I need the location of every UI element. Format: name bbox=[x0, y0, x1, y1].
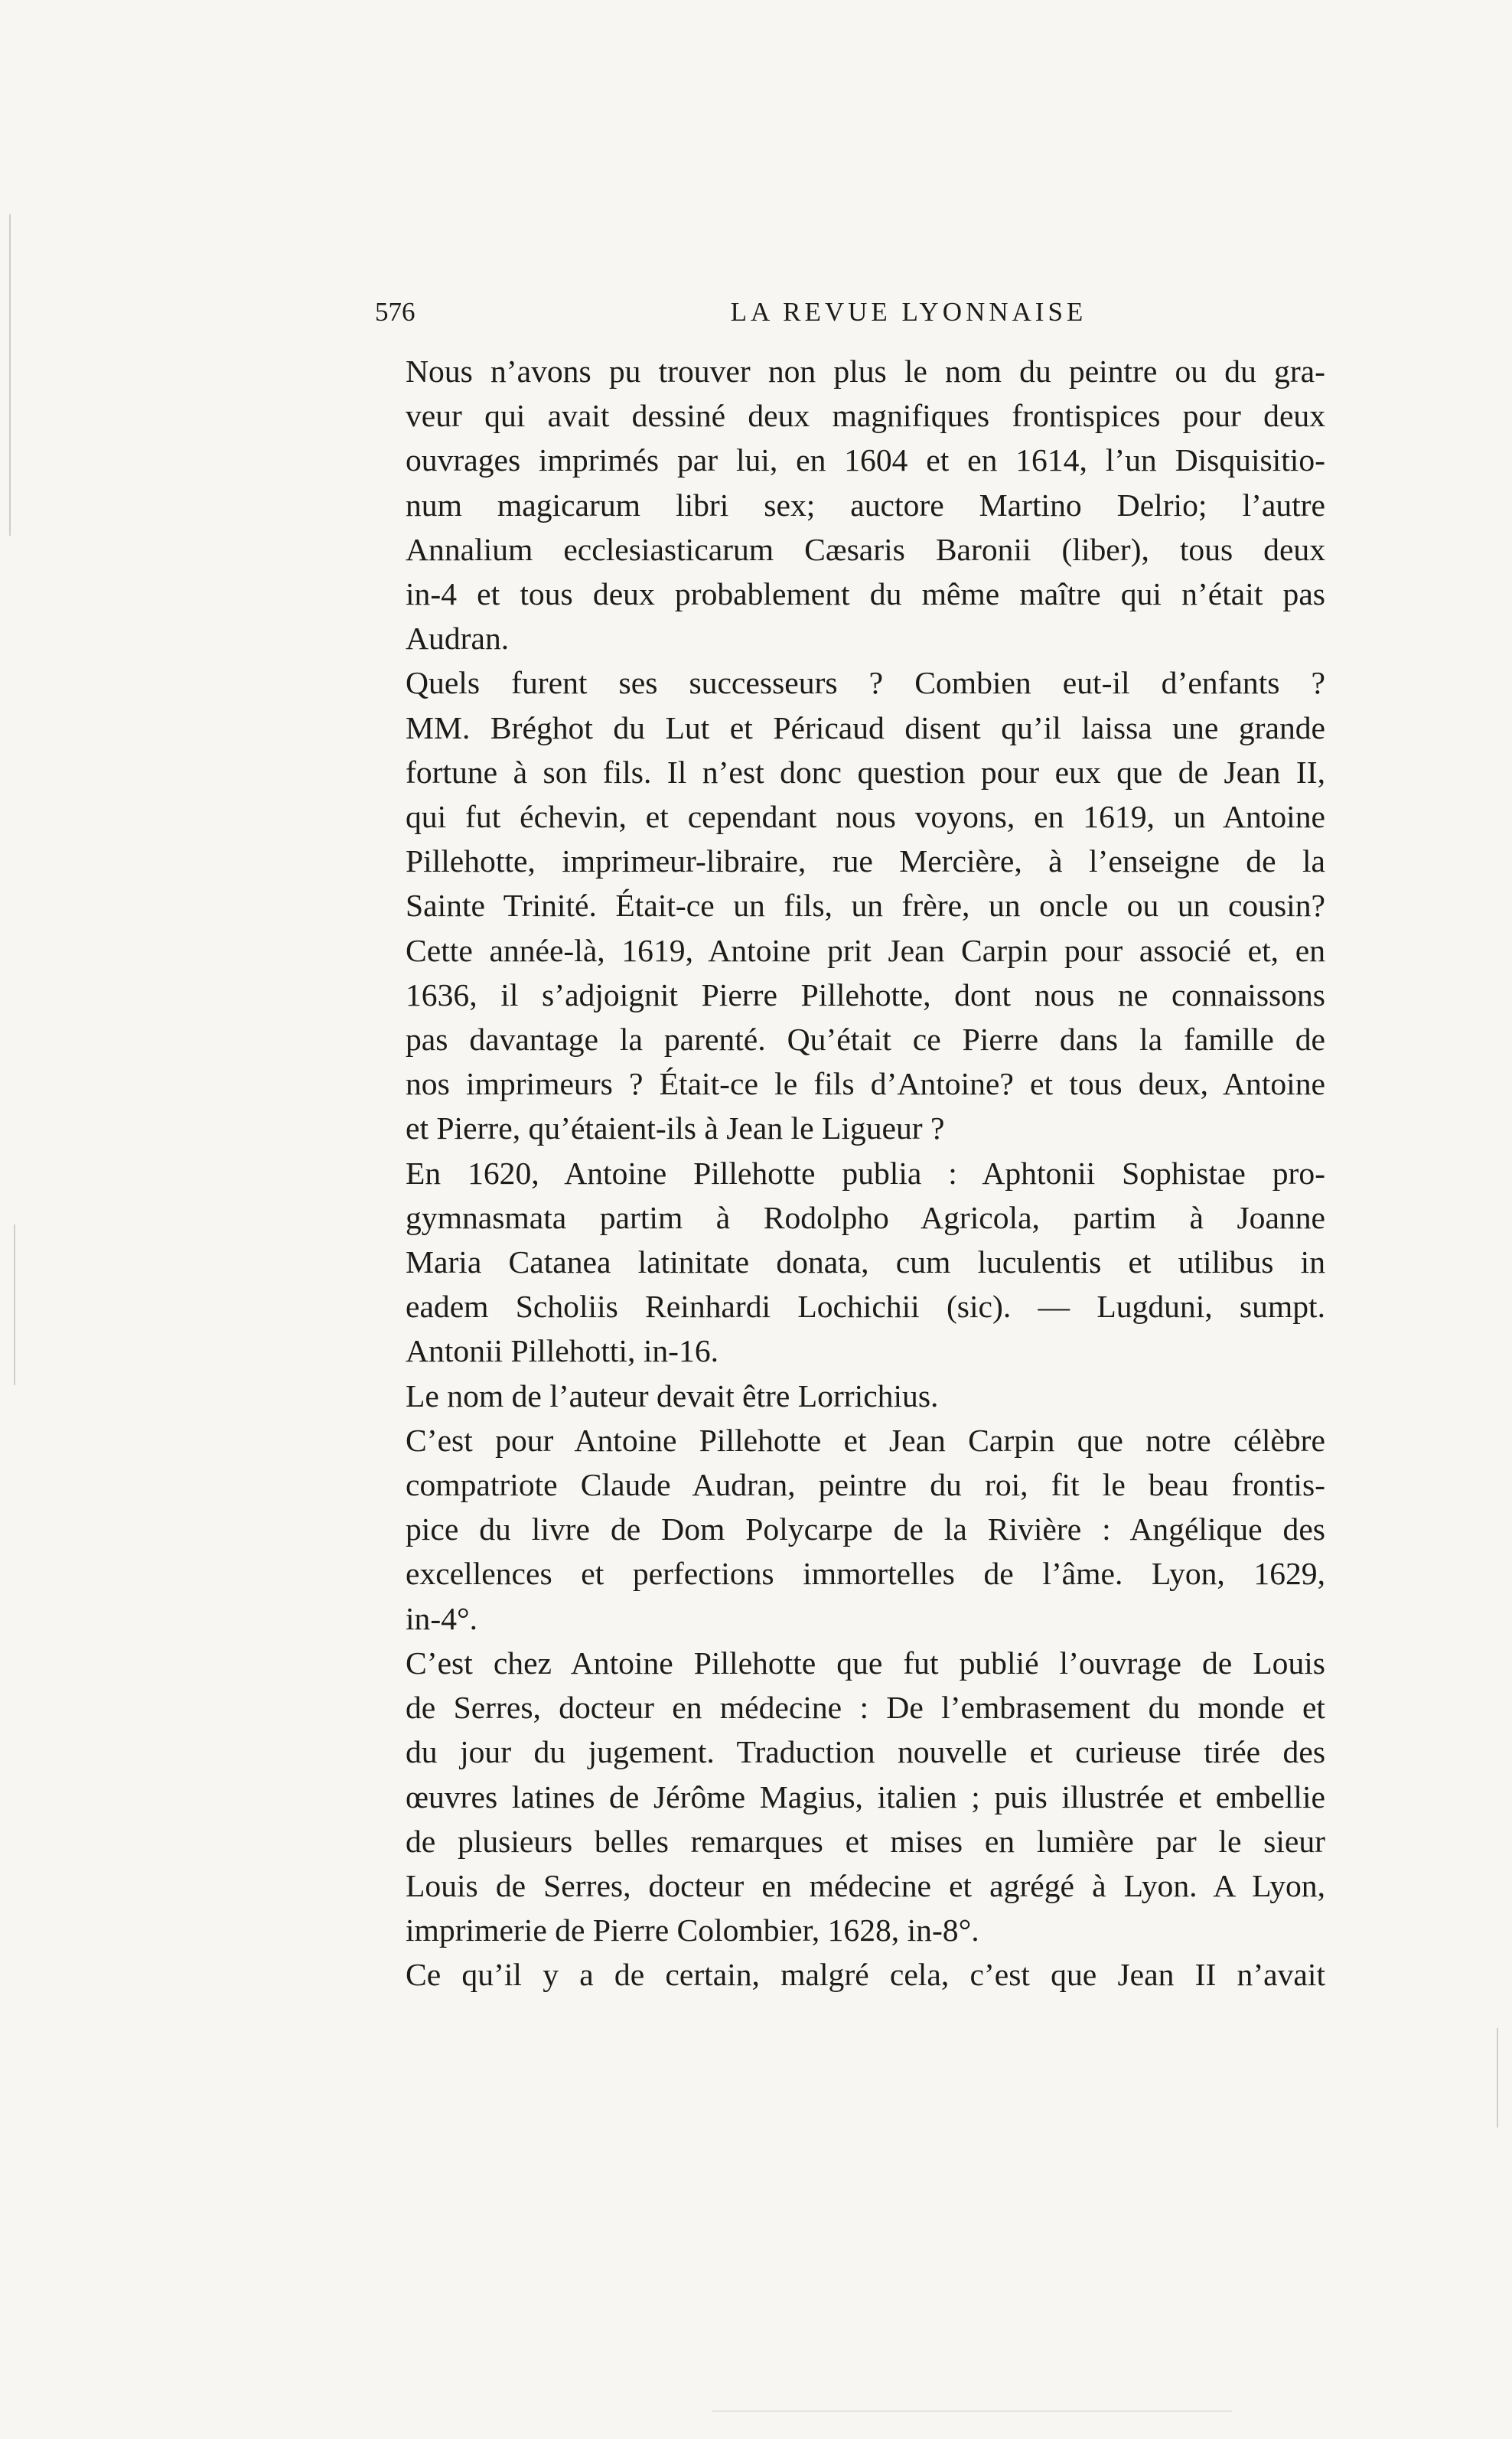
text-line: Annalium ecclesiasticarum Cæsaris Baronii (liber), tous deux bbox=[406, 531, 1325, 567]
paragraph-4 bbox=[376, 1374, 1325, 1418]
text-line: Louis de Serres, docteur en médecine et agrégé à Lyon. A Lyon, bbox=[406, 1867, 1325, 1903]
text-line: num magicarum libri sex; auctore Martino Delrio; l’autre bbox=[406, 487, 1325, 523]
text-line: pice du livre de Dom Polycarpe de la Rivière : Angélique des bbox=[406, 1511, 1325, 1547]
text-line: pas davantage la parenté. Qu’était ce Pierre dans la famille de bbox=[406, 1022, 1325, 1058]
page-header bbox=[375, 297, 1328, 343]
paragraph-2 bbox=[376, 660, 1325, 1150]
text-line: in-4 et tous deux probablement du même maître qui n’était pas bbox=[406, 576, 1325, 612]
text-line: Sainte Trinité. Était-ce un fils, un frère, un oncle ou un cousin? bbox=[406, 888, 1325, 924]
left-scan-edge-mark bbox=[9, 214, 11, 536]
text-line: eadem Scholiis Reinhardi Lochichii (sic). — Lugduni, sumpt. bbox=[406, 1289, 1325, 1325]
text-line: nos imprimeurs ? Était-ce le fils d’Antoine? et tous deux, Antoine bbox=[406, 1066, 1325, 1102]
text-line: compatriote Claude Audran, peintre du roi, fit le beau frontis- bbox=[406, 1467, 1325, 1503]
text-line: du jour du jugement. Traduction nouvelle et curieuse tirée des bbox=[406, 1734, 1325, 1770]
paragraph-3 bbox=[376, 1151, 1325, 1374]
text-line: Pillehotte, imprimeur-libraire, rue Mercière, à l’enseigne de la bbox=[406, 843, 1325, 879]
text-line: C’est pour Antoine Pillehotte et Jean Carpin que notre célèbre bbox=[406, 1422, 1325, 1458]
left-scan-edge-mark-lower bbox=[14, 1224, 15, 1385]
text-line: fortune à son fils. Il n’est donc question pour eux que de Jean II, bbox=[406, 754, 1325, 790]
text-line: œuvres latines de Jérôme Magius, italien ; puis illustrée et embellie bbox=[406, 1779, 1325, 1815]
text-line: En 1620, Antoine Pillehotte publia : Aphtonii Sophistae pro- bbox=[406, 1155, 1325, 1191]
text-line: Ce qu’il y a de certain, malgré cela, c’est que Jean II n’avait bbox=[406, 1957, 1325, 1993]
body-text bbox=[376, 349, 1325, 1997]
text-line: Quels furent ses successeurs ? Combien eut-il d’enfants ? bbox=[406, 665, 1325, 701]
paragraph-5 bbox=[376, 1418, 1325, 1641]
text-line: excellences et perfections immortelles de l’âme. Lyon, 1629, bbox=[406, 1556, 1325, 1592]
page-number: 576 bbox=[375, 297, 415, 327]
text-line: et Pierre, qu’étaient-ils à Jean le Ligueur ? bbox=[406, 1110, 945, 1146]
paragraph-1 bbox=[376, 349, 1325, 660]
text-line: MM. Bréghot du Lut et Péricaud disent qu’il laissa une grande bbox=[406, 709, 1325, 745]
text-line: gymnasmata partim à Rodolpho Agricola, partim à Joanne bbox=[406, 1199, 1325, 1235]
text-line: veur qui avait dessiné deux magnifiques frontispices pour deux bbox=[406, 398, 1325, 434]
text-line: ouvrages imprimés par lui, en 1604 et en 1614, l’un Disquisitio- bbox=[406, 442, 1325, 478]
text-line: Cette année-là, 1619, Antoine prit Jean Carpin pour associé et, en bbox=[406, 932, 1325, 968]
text-line: de plusieurs belles remarques et mises en lumière par le sieur bbox=[406, 1823, 1325, 1859]
paragraph-7 bbox=[376, 1952, 1325, 1997]
text-line: C’est chez Antoine Pillehotte que fut publié l’ouvrage de Louis bbox=[406, 1645, 1325, 1681]
text-line: qui fut échevin, et cependant nous voyons, en 1619, un Antoine bbox=[406, 799, 1325, 835]
text-line: Audran. bbox=[406, 621, 510, 657]
text-line: in-4°. bbox=[406, 1600, 478, 1636]
text-line: de Serres, docteur en médecine : De l’embrasement du monde et bbox=[406, 1690, 1325, 1726]
running-title: LA REVUE LYONNAISE bbox=[730, 297, 1087, 327]
paragraph-6 bbox=[376, 1641, 1325, 1952]
text-line: Antonii Pillehotti, in-16. bbox=[406, 1333, 719, 1369]
text-line: 1636, il s’adjoignit Pierre Pillehotte, dont nous ne connaissons bbox=[406, 977, 1325, 1012]
text-line: imprimerie de Pierre Colombier, 1628, in-8°. bbox=[406, 1912, 979, 1948]
text-line: Nous n’avons pu trouver non plus le nom du peintre ou du gra- bbox=[406, 354, 1325, 389]
text-line: Le nom de l’auteur devait être Lorrichius. bbox=[406, 1378, 939, 1414]
right-scan-edge-mark bbox=[1497, 2028, 1498, 2128]
text-line: Maria Catanea latinitate donata, cum luculentis et utilibus in bbox=[406, 1244, 1325, 1280]
